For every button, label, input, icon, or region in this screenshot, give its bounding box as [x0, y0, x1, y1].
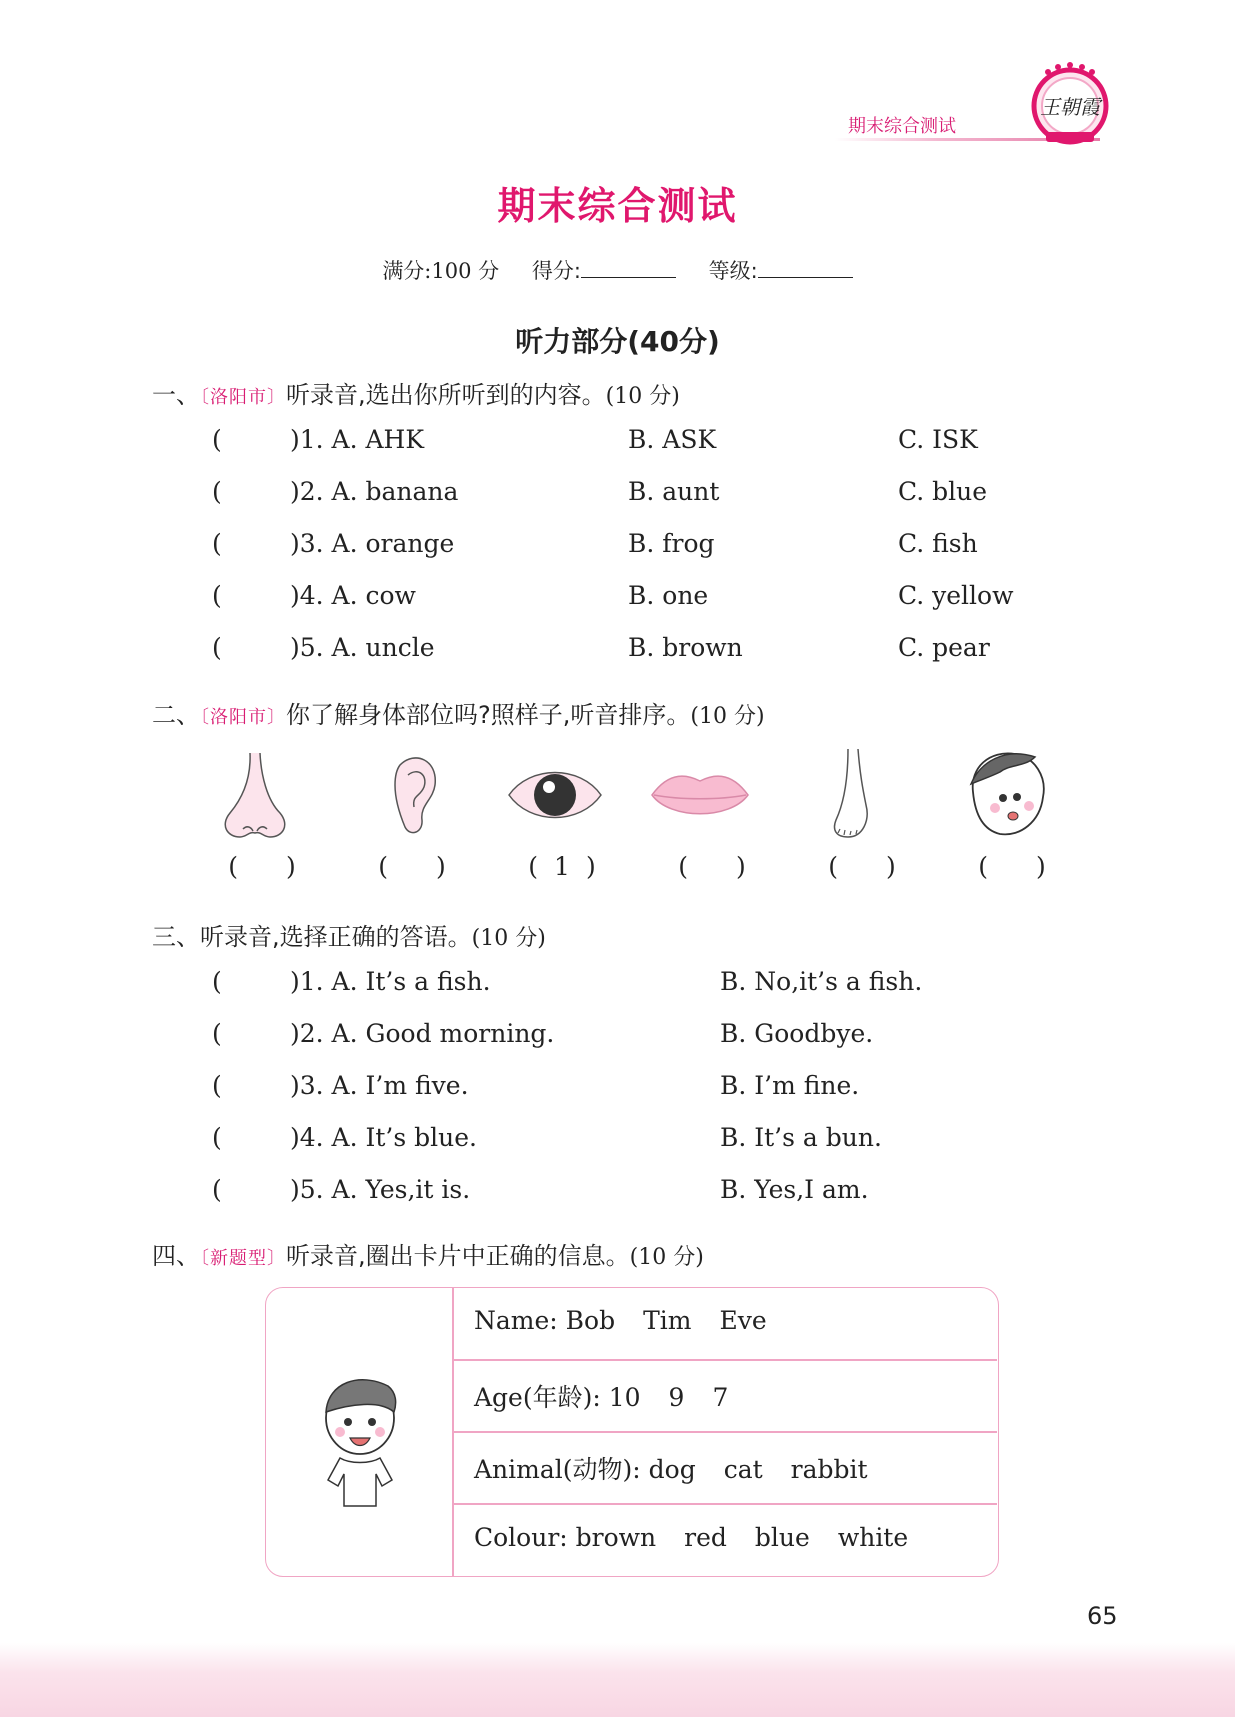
age-label[interactable]: Age(年龄): 10 — [474, 1383, 641, 1412]
card-age-row — [474, 1378, 728, 1414]
paren-open: ( — [978, 852, 988, 881]
card-colour-row — [474, 1523, 908, 1552]
question-option-b: B. one — [628, 581, 709, 610]
section4-heading — [152, 1236, 704, 1271]
question-option-b: B. ASK — [628, 425, 717, 454]
section-instruction: 听录音,选择正确的答语。 — [200, 923, 472, 951]
paren-close: ) — [586, 852, 596, 881]
foot-icon — [808, 745, 908, 845]
response-option-b: B. No,it’s a fish. — [720, 967, 923, 996]
question-option-b: B. aunt — [628, 477, 720, 506]
name-option[interactable]: Tim — [643, 1306, 692, 1335]
section-points: (10 分) — [690, 704, 765, 729]
paren-open: ( — [678, 852, 688, 881]
age-option[interactable]: 9 — [668, 1383, 685, 1412]
question-option-a: )3. A. orange — [290, 529, 455, 558]
boy-icon — [310, 1370, 410, 1510]
animal-option[interactable]: rabbit — [790, 1455, 868, 1484]
paren-open: ( — [378, 852, 388, 881]
order-answer-blank[interactable] — [962, 852, 1062, 881]
card-row-line — [453, 1359, 997, 1361]
card-row-line — [453, 1503, 997, 1505]
section-tag: 〔洛阳市〕 — [200, 387, 286, 408]
answer-paren-open[interactable]: ( — [212, 1123, 222, 1152]
answer-paren-open[interactable]: ( — [212, 425, 222, 454]
score-label: 得分: — [531, 259, 581, 283]
section2-heading — [152, 695, 765, 730]
grade-label: 等级: — [708, 259, 758, 283]
name-label[interactable]: Name: Bob — [474, 1306, 616, 1335]
question-option-c: C. blue — [898, 477, 988, 506]
section-number: 一、 — [152, 381, 200, 409]
question-option-c: C. fish — [898, 529, 978, 558]
response-option-b: B. Yes,I am. — [720, 1175, 869, 1204]
paren-close: ) — [286, 852, 296, 881]
age-option[interactable]: 7 — [712, 1383, 729, 1412]
part-title: 听力部分(40分) — [515, 325, 720, 358]
section-instruction: 听录音,选出你所听到的内容。 — [286, 381, 606, 409]
order-answer-blank[interactable] — [812, 852, 912, 881]
answer-paren-open[interactable]: ( — [212, 581, 222, 610]
question-option-a: )4. A. cow — [290, 581, 416, 610]
response-option-a: )1. A. It’s a fish. — [290, 967, 491, 996]
page-title: 期末综合测试 — [497, 184, 738, 228]
colour-label[interactable]: Colour: brown — [474, 1523, 657, 1552]
paren-open: ( — [528, 852, 538, 881]
page-number: 65 — [1087, 1602, 1118, 1630]
section-instruction: 你了解身体部位吗?照样子,听音排序。 — [286, 701, 691, 729]
section-number: 二、 — [152, 701, 200, 729]
answer-paren-open[interactable]: ( — [212, 1071, 222, 1100]
card-row-line — [453, 1431, 997, 1433]
answer-value: 1 — [554, 852, 570, 881]
answer-paren-open[interactable]: ( — [212, 633, 222, 662]
paren-close: ) — [436, 852, 446, 881]
response-option-a: )4. A. It’s blue. — [290, 1123, 477, 1152]
question-option-c: C. pear — [898, 633, 990, 662]
score-blank[interactable] — [581, 257, 676, 278]
section-points: (10 分) — [605, 384, 680, 409]
order-answer-blank[interactable] — [512, 852, 612, 881]
section-number: 三、 — [152, 923, 200, 951]
colour-option[interactable]: white — [837, 1523, 909, 1552]
answer-paren-open[interactable]: ( — [212, 529, 222, 558]
paren-open: ( — [228, 852, 238, 881]
section-points: (10 分) — [471, 926, 546, 951]
mouth-icon — [650, 745, 750, 845]
nose-icon — [205, 745, 305, 845]
paren-close: ) — [1036, 852, 1046, 881]
paren-open: ( — [828, 852, 838, 881]
order-answer-blank[interactable] — [662, 852, 762, 881]
order-answer-blank[interactable] — [212, 852, 312, 881]
section3-heading — [152, 917, 546, 952]
paren-close: ) — [736, 852, 746, 881]
order-answer-blank[interactable] — [362, 852, 462, 881]
answer-paren-open[interactable]: ( — [212, 477, 222, 506]
response-option-a: )5. A. Yes,it is. — [290, 1175, 471, 1204]
response-option-a: )2. A. Good morning. — [290, 1019, 555, 1048]
full-score: 满分:100 分 — [382, 259, 500, 283]
paren-close: ) — [886, 852, 896, 881]
response-option-b: B. Goodbye. — [720, 1019, 874, 1048]
ear-icon — [360, 745, 460, 845]
score-line — [0, 255, 1235, 285]
card-name-row — [474, 1306, 767, 1335]
question-option-a: )2. A. banana — [290, 477, 459, 506]
colour-option[interactable]: red — [684, 1523, 727, 1552]
section-number: 四、 — [152, 1242, 200, 1270]
animal-option[interactable]: cat — [723, 1455, 763, 1484]
colour-option[interactable]: blue — [754, 1523, 810, 1552]
grade-blank[interactable] — [758, 257, 853, 278]
section-tag: 〔洛阳市〕 — [200, 707, 286, 728]
section1-heading — [152, 375, 680, 410]
name-option[interactable]: Eve — [719, 1306, 767, 1335]
answer-paren-open[interactable]: ( — [212, 1175, 222, 1204]
question-option-b: B. frog — [628, 529, 715, 558]
question-option-c: C. ISK — [898, 425, 978, 454]
section-points: (10 分) — [629, 1245, 704, 1270]
card-animal-row — [474, 1450, 868, 1486]
response-option-a: )3. A. I’m five. — [290, 1071, 469, 1100]
footer-band — [0, 1643, 1235, 1717]
animal-label[interactable]: Animal(动物): dog — [474, 1455, 696, 1484]
face-icon — [955, 742, 1055, 842]
svg-text:王朝霞: 王朝霞 — [1040, 95, 1100, 119]
answer-paren-open[interactable]: ( — [212, 1019, 222, 1048]
eye-icon — [505, 745, 605, 845]
section-instruction: 听录音,圈出卡片中正确的信息。 — [286, 1242, 630, 1270]
header-tab-label: 期末综合测试 — [848, 116, 956, 137]
response-option-b: B. It’s a bun. — [720, 1123, 882, 1152]
question-option-c: C. yellow — [898, 581, 1014, 610]
question-option-a: )5. A. uncle — [290, 633, 435, 662]
section-tag: 〔新题型〕 — [200, 1248, 286, 1269]
question-option-b: B. brown — [628, 633, 743, 662]
question-option-a: )1. A. AHK — [290, 425, 425, 454]
brand-badge-logo — [1028, 62, 1112, 146]
response-option-b: B. I’m fine. — [720, 1071, 860, 1100]
answer-paren-open[interactable]: ( — [212, 967, 222, 996]
